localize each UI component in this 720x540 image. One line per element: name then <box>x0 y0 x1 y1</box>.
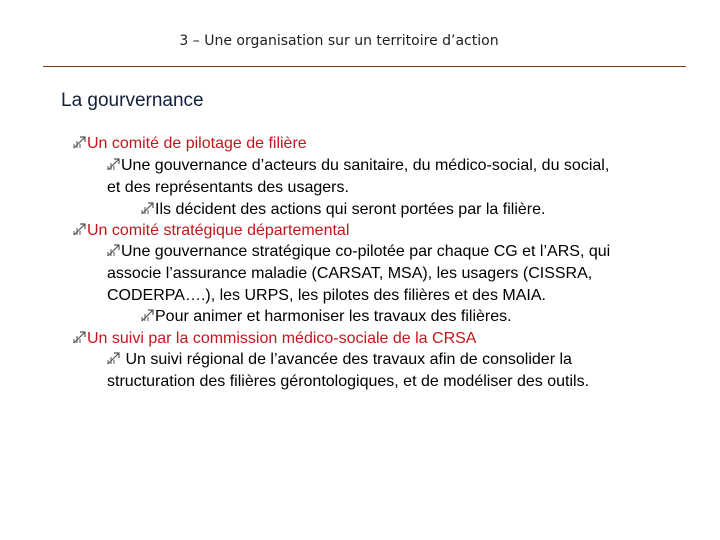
arrow-chart-bullet-icon <box>73 330 86 344</box>
bullet-l2-strategique-line3: CODERPA….), les URPS, les pilotes des filières et des MAIA. <box>107 287 546 304</box>
arrow-chart-bullet-icon <box>107 243 120 257</box>
arrow-chart-bullet-icon <box>141 201 154 215</box>
bullet-l1-pilotage <box>73 133 307 155</box>
bullet-l2-pilotage-line1: Une gouvernance d’acteurs du sanitaire, du médico-social, du social, <box>121 157 610 174</box>
bullet-l2-strategique-line1: Une gouvernance stratégique co-pilotée par chaque CG et l’ARS, qui <box>121 243 611 260</box>
bullet-l1-strategique <box>73 220 349 242</box>
bullet-l2-strategique-line2: associe l’assurance maladie (CARSAT, MSA), les usagers (CISSRA, <box>107 265 593 282</box>
bullet-l3-strategique-text: Pour animer et harmoniser les travaux des filières. <box>155 308 512 325</box>
bullet-l2-strategique <box>107 241 610 263</box>
bullet-l1-suivi <box>73 328 476 350</box>
bullet-l2-strategique-cont1 <box>107 263 592 285</box>
bullet-l1-pilotage-text: Un comité de pilotage de filière <box>87 135 307 152</box>
bullet-l2-pilotage-cont <box>107 177 349 199</box>
bullet-l1-suivi-text: Un suivi par la commission médico-sociale de la CRSA <box>87 330 477 347</box>
bullet-l2-suivi <box>107 349 572 371</box>
bullet-l3-strategique <box>141 306 512 328</box>
bullet-l2-suivi-line1: Un suivi régional de l’avancée des travaux afin de consolider la <box>121 351 572 368</box>
header-divider <box>43 66 686 67</box>
bullet-l2-suivi-line2: structuration des filières gérontologiques, et de modéliser des outils. <box>107 373 590 390</box>
bullet-l2-pilotage <box>107 155 609 177</box>
bullet-l3-pilotage <box>141 199 545 221</box>
arrow-chart-bullet-icon <box>141 308 154 322</box>
section-title: La gourvernance <box>61 90 204 111</box>
slide-header <box>0 33 686 49</box>
slide-header-title: 3 – Une organisation sur un territoire d’action <box>179 33 499 49</box>
bullet-l3-pilotage-text: Ils décident des actions qui seront portées par la filière. <box>155 201 546 218</box>
bullet-l2-pilotage-line2: et des représentants des usagers. <box>107 179 349 196</box>
arrow-chart-bullet-icon <box>107 157 120 171</box>
bullet-l1-strategique-text: Un comité stratégique départemental <box>87 222 350 239</box>
arrow-chart-bullet-icon <box>107 351 120 365</box>
arrow-chart-bullet-icon <box>73 135 86 149</box>
bullet-l2-strategique-cont2 <box>107 285 546 307</box>
bullet-l2-suivi-cont <box>107 371 589 393</box>
arrow-chart-bullet-icon <box>73 222 86 236</box>
